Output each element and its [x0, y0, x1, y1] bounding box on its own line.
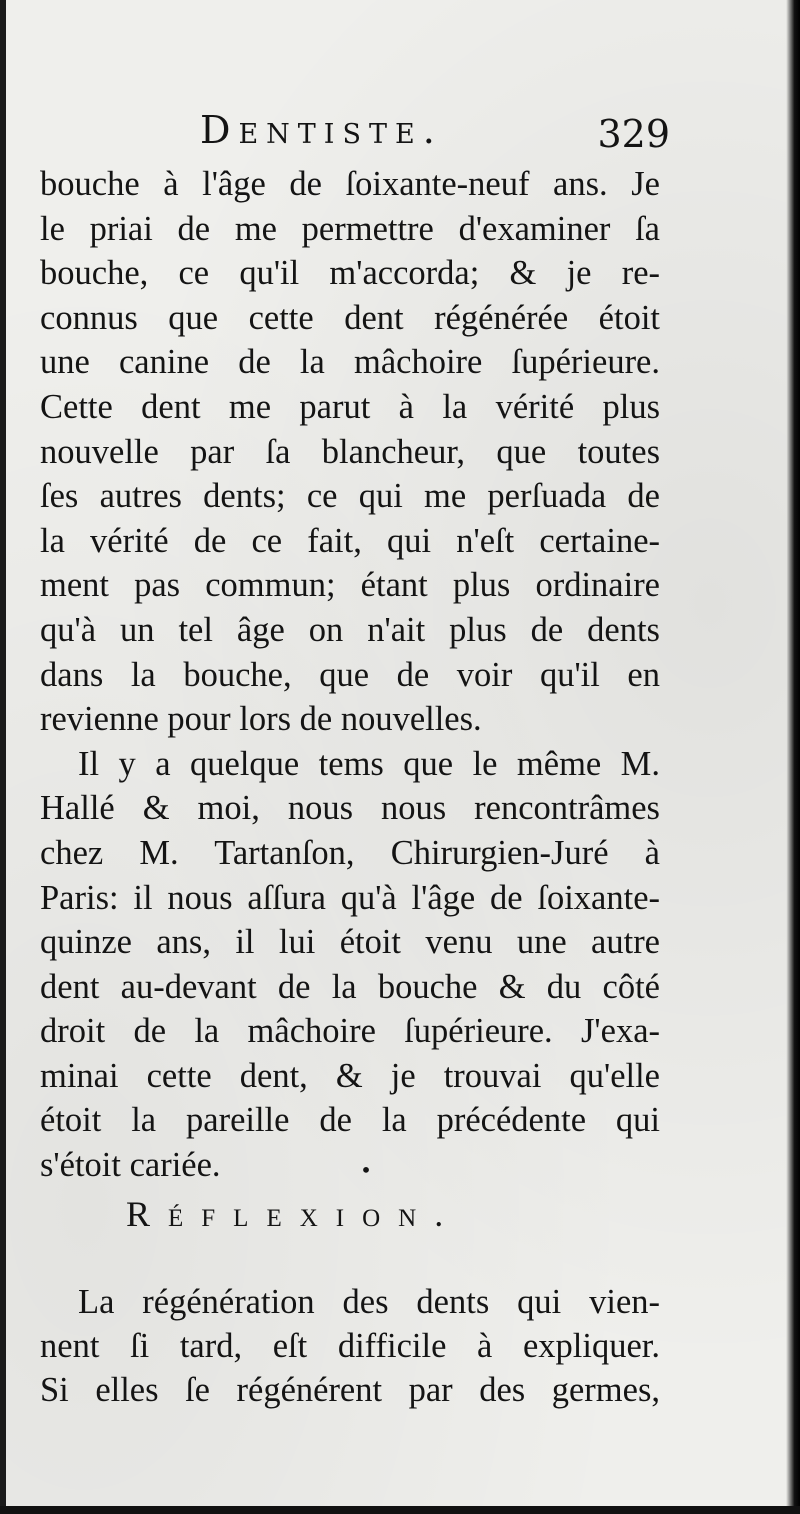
text-line: dent au-devant de la bouche & du côté: [40, 967, 660, 1006]
text-line: revienne pour lors de nouvelles.: [40, 700, 482, 739]
text-line: Paris: il nous aſſura qu'à l'âge de ſoixante-: [40, 878, 660, 917]
text-line: nent ſi tard, eſt difficile à expliquer.: [40, 1327, 660, 1365]
text-line: ſes autres dents; ce qui me perſuada de: [40, 477, 660, 516]
running-title: Dentiste.: [200, 108, 443, 152]
text-line: ment pas commun; étant plus ordinaire: [40, 566, 660, 605]
text-line: la vérité de ce fait, qui n'eſt certaine-: [40, 521, 660, 560]
book-page: [6, 0, 788, 1508]
text-line: une canine de la mâchoire ſupérieure.: [40, 343, 660, 382]
body-text: [40, 162, 660, 1188]
text-line: Il y a quelque tems que le même M.: [78, 744, 660, 783]
text-line: dans la bouche, que de voir qu'il en: [40, 655, 660, 694]
text-line: quinze ans, il lui étoit venu une autre: [40, 923, 660, 962]
text-line: bouche à l'âge de ſoixante-neuf ans. Je: [40, 165, 660, 203]
section-heading: Réflexion.: [126, 1194, 462, 1234]
text-line: droit de la mâchoire ſupérieure. J'exa-: [40, 1012, 660, 1051]
text-line: le priai de me permettre d'examiner ſa: [40, 209, 660, 248]
text-line: nouvelle par ſa blancheur, que toutes: [40, 432, 660, 471]
text-line: qu'à un tel âge on n'ait plus de dents: [40, 610, 660, 649]
text-line: s'étoit cariée.: [40, 1146, 221, 1185]
text-line: étoit la pareille de la précédente qui: [40, 1101, 660, 1140]
text-line: Cette dent me parut à la vérité plus: [40, 387, 660, 426]
text-line: Si elles ſe régénérent par des germes,: [40, 1371, 660, 1409]
text-line: chez M. Tartanſon, Chirurgien-Juré à: [40, 833, 660, 872]
text-line: Hallé & moi, nous nous rencontrâmes: [40, 789, 660, 828]
ornament: •: [360, 1158, 372, 1182]
text-line: connus que cette dent régénérée étoit: [40, 298, 660, 337]
text-line: bouche, ce qu'il m'accorda; & je re-: [40, 254, 660, 293]
page-number: 329: [597, 112, 670, 156]
page-header: [40, 108, 670, 158]
text-line: minai cette dent, & je trouvai qu'elle: [40, 1056, 660, 1095]
section-text: [40, 1280, 660, 1412]
page-bottom-edge: [0, 1506, 800, 1514]
page-edge-shadow: [786, 0, 800, 1514]
text-line: La régénération des dents qui vien-: [78, 1283, 660, 1321]
